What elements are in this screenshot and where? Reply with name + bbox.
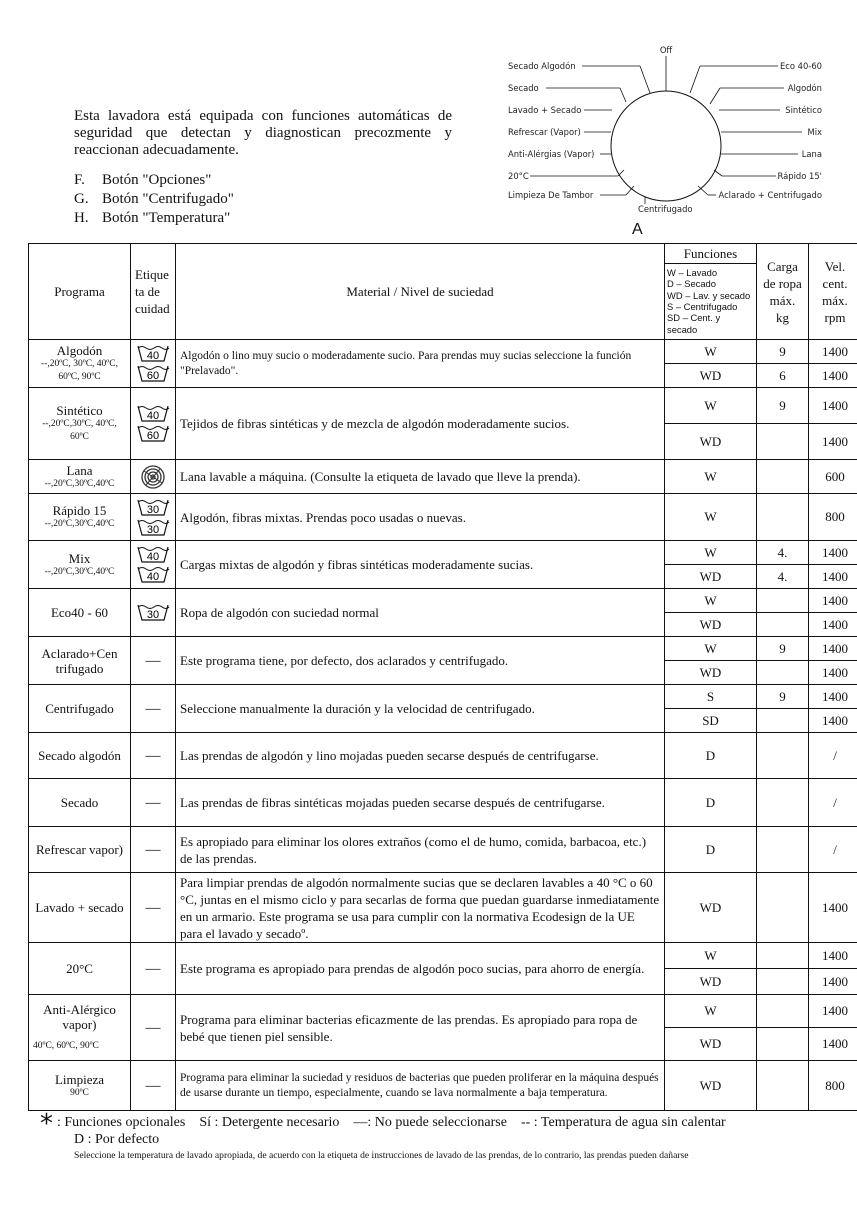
program-material: Las prendas de fibras sintéticas mojadas pueden secarse después de centrifugarse. bbox=[176, 779, 665, 827]
program-name: Secado bbox=[29, 779, 131, 827]
dial-label-left: Secado bbox=[508, 83, 539, 93]
program-name: Rápido 15 --,20ºC,30ºC,40ºC bbox=[29, 494, 131, 541]
wash-label-30-icon bbox=[136, 603, 170, 622]
program-spin-speed: 1400 bbox=[809, 364, 857, 388]
care-label bbox=[131, 589, 176, 637]
not-selectable-dash: — bbox=[145, 899, 161, 916]
svg-text:30: 30 bbox=[146, 523, 160, 536]
program-function: WD bbox=[665, 873, 757, 943]
program-material: Ropa de algodón con suciedad normal bbox=[176, 589, 665, 637]
program-max-load bbox=[757, 460, 809, 494]
dial-label-off: Off bbox=[659, 45, 673, 55]
program-function: SD bbox=[665, 709, 757, 733]
program-max-load bbox=[757, 1061, 809, 1111]
not-selectable-dash: — bbox=[145, 841, 161, 858]
program-function: WD bbox=[665, 424, 757, 460]
not-selectable-dash: — bbox=[145, 1077, 161, 1094]
wash-label-40-icon bbox=[136, 565, 170, 584]
program-name: Aclarado+Cen trifugado bbox=[29, 637, 131, 685]
table-row bbox=[29, 340, 857, 364]
program-material: Cargas mixtas de algodón y fibras sintéticas moderadamente sucias. bbox=[176, 541, 665, 589]
care-label bbox=[131, 388, 176, 460]
svg-text:60: 60 bbox=[146, 370, 160, 382]
care-label bbox=[131, 685, 176, 733]
program-material: Es apropiado para eliminar los olores extraños (como el de humo, comida, barbacoa, etc.) de las prendas. bbox=[176, 827, 665, 873]
program-function: WD bbox=[665, 613, 757, 637]
program-spin-speed: 1400 bbox=[809, 995, 857, 1028]
program-spin-speed: 1400 bbox=[809, 1028, 857, 1061]
footer-note: Seleccione la temperatura de lavado apropiada, de acuerdo con la etiqueta de instrucciones de lavado de las prendas, de lo contrario, las prendas pueden dañarse bbox=[74, 1150, 689, 1161]
wool-label-icon bbox=[140, 463, 166, 491]
program-max-load bbox=[757, 969, 809, 995]
program-max-load: 9 bbox=[757, 685, 809, 709]
program-function: WD bbox=[665, 1028, 757, 1061]
program-material: Tejidos de fibras sintéticas y de mezcla de algodón moderadamente sucios. bbox=[176, 388, 665, 460]
program-max-load bbox=[757, 943, 809, 969]
program-max-load bbox=[757, 779, 809, 827]
table-row bbox=[29, 637, 857, 661]
dial-label-right: Aclarado + Centrifugado bbox=[718, 190, 822, 200]
program-spin-speed: 1400 bbox=[809, 969, 857, 995]
program-spin-speed: 1400 bbox=[809, 873, 857, 943]
dial-label-right: Sintético bbox=[785, 105, 822, 115]
program-material: Seleccione manualmente la duración y la velocidad de centrifugado. bbox=[176, 685, 665, 733]
program-material: Programa para eliminar la suciedad y residuos de bacterias que pueden proliferar en la máquina después de usarse durante un tiempo, especialmente, cuando se lava normalmente a baja temperatura. bbox=[176, 1061, 665, 1111]
program-spin-speed: 1400 bbox=[809, 589, 857, 613]
header-funciones: Funciones W – Lavado D – Secado WD – Lav. y secado S – Centrifugado SD – Cent. y secado bbox=[665, 244, 757, 340]
care-label bbox=[131, 340, 176, 388]
program-name: Lana --,20ºC,30ºC,40ºC bbox=[29, 460, 131, 494]
program-function: WD bbox=[665, 661, 757, 685]
dial-label-left: Lavado + Secado bbox=[508, 105, 582, 115]
header-etiqueta: Etique ta de cuidad bbox=[131, 244, 176, 340]
not-selectable-dash: — bbox=[145, 794, 161, 811]
program-max-load: 9 bbox=[757, 388, 809, 424]
program-max-load bbox=[757, 733, 809, 779]
program-name: Algodón --,20ºC, 30ºC, 40ºC, 60ºC, 90ºC bbox=[29, 340, 131, 388]
dial-label-right: Eco 40-60 bbox=[779, 61, 822, 71]
care-label bbox=[131, 827, 176, 873]
program-function: D bbox=[665, 827, 757, 873]
table-row bbox=[29, 827, 857, 873]
program-name: Lavado + secado bbox=[29, 873, 131, 943]
button-item-spin: G. Botón "Centrifugado" bbox=[74, 191, 234, 207]
dial-letter: A bbox=[632, 221, 643, 238]
not-selectable-dash: — bbox=[145, 747, 161, 764]
program-function: W bbox=[665, 541, 757, 565]
program-name: Eco40 - 60 bbox=[29, 589, 131, 637]
program-spin-speed: 1400 bbox=[809, 541, 857, 565]
table-row bbox=[29, 388, 857, 424]
button-item-temperature: H. Botón "Temperatura" bbox=[74, 210, 231, 226]
dial-label-right: Algodón bbox=[787, 83, 822, 93]
dial-label-left: Secado Algodón bbox=[508, 61, 576, 71]
program-material: Programa para eliminar bacterias eficazmente de las prendas. Es apropiado para ropa de bebé que tienen piel sensible. bbox=[176, 995, 665, 1061]
program-function: WD bbox=[665, 364, 757, 388]
program-spin-speed: 1400 bbox=[809, 661, 857, 685]
table-row bbox=[29, 995, 857, 1028]
program-name: Anti-Alérgico vapor) 40ºC, 60ºC, 90ºC bbox=[29, 995, 131, 1061]
program-spin-speed: 1400 bbox=[809, 943, 857, 969]
care-label bbox=[131, 943, 176, 995]
not-selectable-dash: — bbox=[145, 700, 161, 717]
program-spin-speed: 1400 bbox=[809, 685, 857, 709]
table-row bbox=[29, 733, 857, 779]
program-name: Mix --,20ºC,30ºC,40ºC bbox=[29, 541, 131, 589]
care-label bbox=[131, 873, 176, 943]
care-label bbox=[131, 995, 176, 1061]
program-max-load bbox=[757, 827, 809, 873]
table-row bbox=[29, 589, 857, 613]
care-label bbox=[131, 541, 176, 589]
program-spin-speed: 1400 bbox=[809, 424, 857, 460]
wash-label-30-icon bbox=[136, 518, 170, 537]
table-row bbox=[29, 779, 857, 827]
program-material: Lana lavable a máquina. (Consulte la etiqueta de lavado que lleve la prenda). bbox=[176, 460, 665, 494]
svg-text:30: 30 bbox=[146, 503, 160, 516]
program-material: Algodón, fibras mixtas. Prendas poco usadas o nuevas. bbox=[176, 494, 665, 541]
table-row bbox=[29, 460, 857, 494]
program-spin-speed: / bbox=[809, 827, 857, 873]
program-function: WD bbox=[665, 969, 757, 995]
program-function: D bbox=[665, 779, 757, 827]
program-spin-speed: 1400 bbox=[809, 340, 857, 364]
program-spin-speed: 1400 bbox=[809, 388, 857, 424]
program-name: Secado algodón bbox=[29, 733, 131, 779]
wash-label-40-icon bbox=[136, 404, 170, 423]
care-label bbox=[131, 637, 176, 685]
header-velocidad: Vel. cent. máx. rpm bbox=[809, 244, 857, 340]
dial-label-left: 20°C bbox=[508, 171, 529, 181]
program-function: S bbox=[665, 685, 757, 709]
program-name: Centrifugado bbox=[29, 685, 131, 733]
table-row bbox=[29, 494, 857, 541]
dial-label-centrifugado: Centrifugado bbox=[638, 204, 693, 214]
program-max-load bbox=[757, 613, 809, 637]
program-table bbox=[28, 243, 857, 1111]
not-selectable-dash: — bbox=[145, 652, 161, 669]
table-row bbox=[29, 541, 857, 565]
program-spin-speed: / bbox=[809, 779, 857, 827]
program-max-load: 4. bbox=[757, 565, 809, 589]
dial-label-right: Lana bbox=[801, 149, 822, 159]
program-max-load: 9 bbox=[757, 340, 809, 364]
program-max-load: 4. bbox=[757, 541, 809, 565]
program-max-load bbox=[757, 494, 809, 541]
program-max-load: 9 bbox=[757, 637, 809, 661]
program-material: Algodón o lino muy sucio o moderadamente sucio. Para prendas muy sucias seleccione la función "Prelavado". bbox=[176, 340, 665, 388]
program-function: W bbox=[665, 943, 757, 969]
button-list bbox=[74, 171, 234, 228]
not-selectable-dash: — bbox=[145, 1019, 161, 1036]
program-max-load bbox=[757, 661, 809, 685]
table-row bbox=[29, 685, 857, 709]
program-material: Las prendas de algodón y lino mojadas pueden secarse después de centrifugarse. bbox=[176, 733, 665, 779]
dial-label-left: Refrescar (Vapor) bbox=[508, 127, 581, 137]
dial-label-right: Rápido 15' bbox=[777, 171, 822, 181]
svg-text:40: 40 bbox=[146, 551, 160, 563]
program-name: Sintético --,20ºC,30ºC, 40ºC, 60ºC bbox=[29, 388, 131, 460]
program-spin-speed: 1400 bbox=[809, 613, 857, 637]
program-dial bbox=[500, 38, 830, 220]
program-spin-speed: 800 bbox=[809, 494, 857, 541]
program-material: Este programa tiene, por defecto, dos aclarados y centrifugado. bbox=[176, 637, 665, 685]
care-label bbox=[131, 733, 176, 779]
program-max-load bbox=[757, 1028, 809, 1061]
dial-label-left: Anti-Alérgias (Vapor) bbox=[508, 149, 595, 159]
wash-label-60-icon bbox=[136, 424, 170, 443]
program-function: W bbox=[665, 637, 757, 661]
svg-text:40: 40 bbox=[146, 571, 160, 583]
not-selectable-dash: — bbox=[145, 960, 161, 977]
wash-label-40-icon bbox=[136, 344, 170, 363]
care-label bbox=[131, 494, 176, 541]
care-label bbox=[131, 779, 176, 827]
header-material: Material / Nivel de suciedad bbox=[176, 244, 665, 340]
svg-text:40: 40 bbox=[146, 410, 160, 422]
program-spin-speed: / bbox=[809, 733, 857, 779]
dial-label-right: Mix bbox=[807, 127, 822, 137]
program-function: WD bbox=[665, 565, 757, 589]
program-function: W bbox=[665, 388, 757, 424]
program-max-load bbox=[757, 589, 809, 613]
asterisk-icon: * bbox=[40, 1109, 53, 1139]
program-max-load bbox=[757, 995, 809, 1028]
wash-label-40-icon bbox=[136, 545, 170, 564]
program-spin-speed: 600 bbox=[809, 460, 857, 494]
program-spin-speed: 1400 bbox=[809, 637, 857, 661]
program-spin-speed: 800 bbox=[809, 1061, 857, 1111]
program-function: D bbox=[665, 733, 757, 779]
svg-text:40: 40 bbox=[146, 350, 160, 362]
program-function: WD bbox=[665, 1061, 757, 1111]
table-row bbox=[29, 1061, 857, 1111]
program-material: Este programa es apropiado para prendas de algodón poco sucias, para ahorro de energía. bbox=[176, 943, 665, 995]
wash-label-60-icon bbox=[136, 364, 170, 383]
wash-label-30-icon bbox=[136, 498, 170, 517]
program-max-load bbox=[757, 873, 809, 943]
svg-text:60: 60 bbox=[146, 430, 160, 442]
intro-text: Esta lavadora está equipada con funciones automáticas de seguridad que detectan y diagnostican precozmente y reaccionan adecuadamente. bbox=[74, 108, 452, 158]
program-function: W bbox=[665, 460, 757, 494]
care-label bbox=[131, 1061, 176, 1111]
program-material: Para limpiar prendas de algodón normalmente sucias que se declaren lavables a 40 °C o 60 °C, juntas en el mismo ciclo y para secarlas de forma que puedan guardarse inmediatamente en un armario. Este programa se usa para cumplir con la normativa Ecodesign de la UE para el lavado y secadoº. bbox=[176, 873, 665, 943]
dial-label-left: Limpieza De Tambor bbox=[508, 190, 594, 200]
program-function: W bbox=[665, 340, 757, 364]
button-item-options: F. Botón "Opciones" bbox=[74, 172, 212, 188]
table-row bbox=[29, 873, 857, 943]
program-spin-speed: 1400 bbox=[809, 565, 857, 589]
program-max-load bbox=[757, 709, 809, 733]
program-name: Refrescar vapor) bbox=[29, 827, 131, 873]
care-label bbox=[131, 460, 176, 494]
table-row bbox=[29, 943, 857, 969]
program-spin-speed: 1400 bbox=[809, 709, 857, 733]
program-function: W bbox=[665, 589, 757, 613]
svg-text:30: 30 bbox=[146, 609, 160, 621]
footer-legend: * : Funciones opcionales Sí : Detergente necesario —: No puede seleccionarse -- : Temperatura de agua sin calentar bbox=[40, 1109, 726, 1139]
header-carga: Carga de ropa máx. kg bbox=[757, 244, 809, 340]
program-function: W bbox=[665, 494, 757, 541]
header-programa: Programa bbox=[29, 244, 131, 340]
program-function: W bbox=[665, 995, 757, 1028]
program-name: Limpieza 90ºC bbox=[29, 1061, 131, 1111]
program-max-load: 6 bbox=[757, 364, 809, 388]
footer-default: D : Por defecto bbox=[74, 1132, 160, 1147]
program-name: 20°C bbox=[29, 943, 131, 995]
program-max-load bbox=[757, 424, 809, 460]
